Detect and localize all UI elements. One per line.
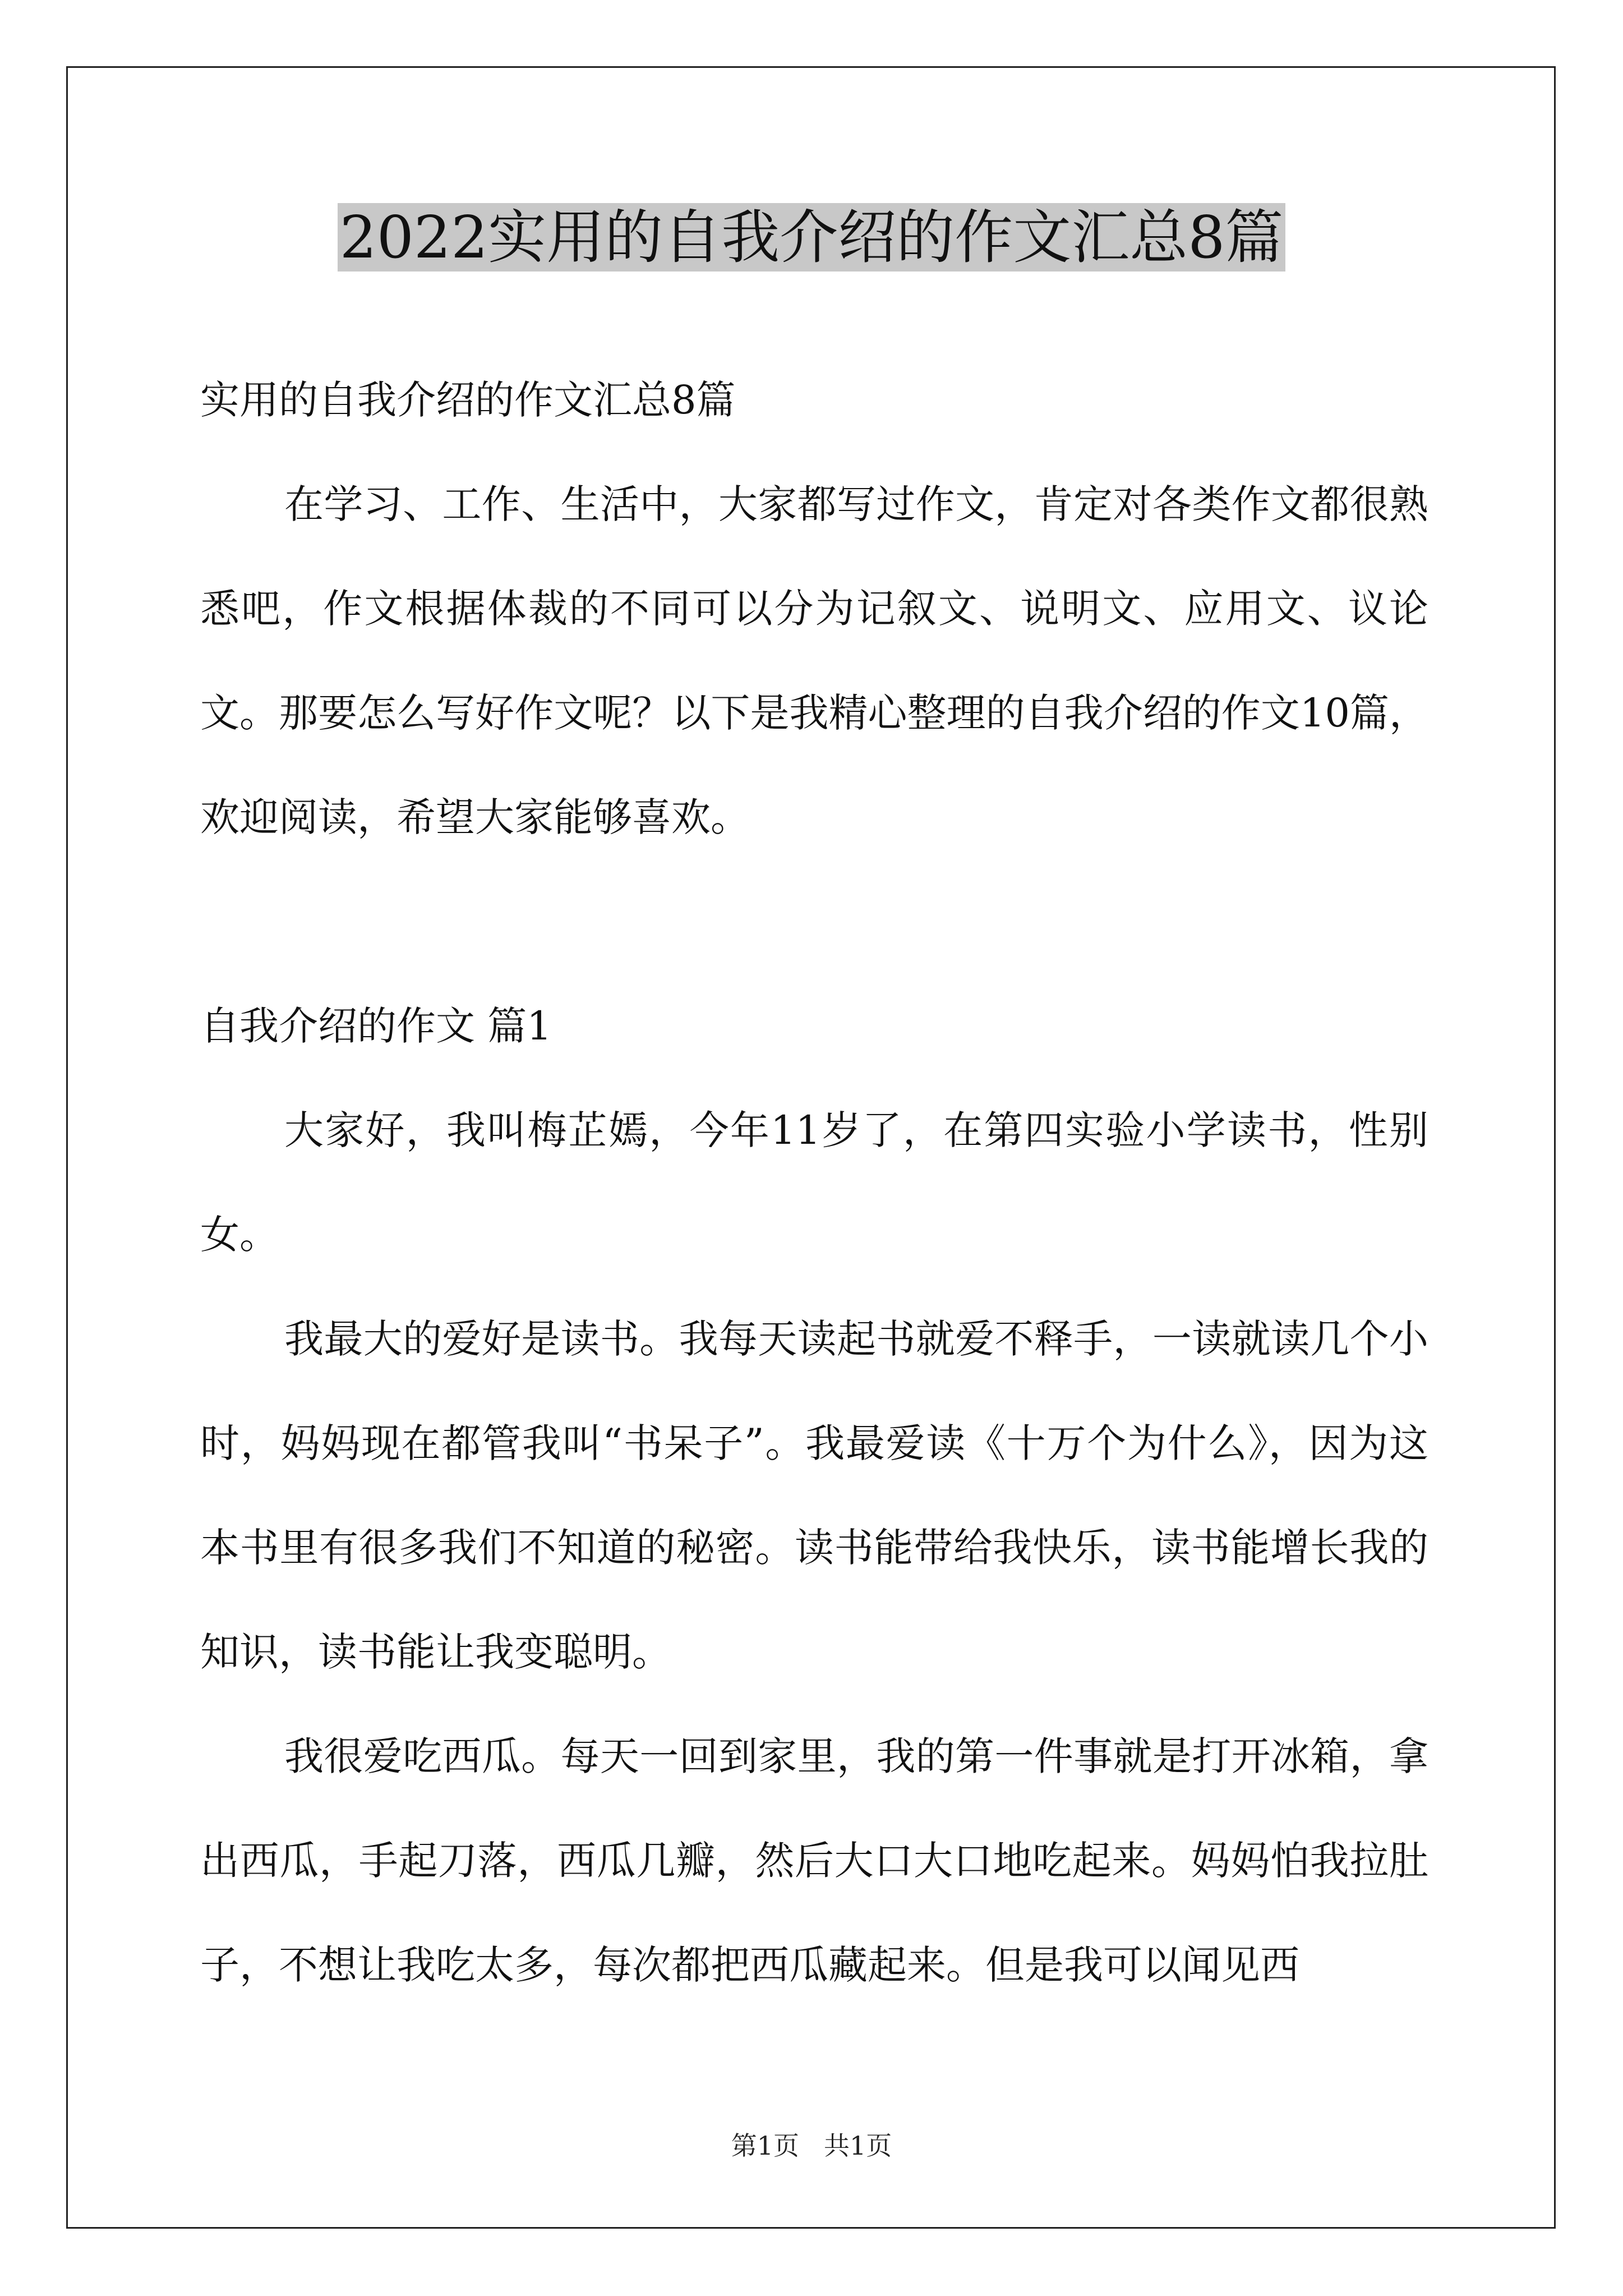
document-subtitle: 实用的自我介绍的作文汇总8篇 xyxy=(200,377,736,423)
document-title-text: 2022实用的自我介绍的作文汇总8篇 xyxy=(338,203,1286,272)
document-body xyxy=(200,348,1428,2017)
page-number: 第1页 xyxy=(731,2131,799,2161)
body-paragraph-1: 大家好，我叫梅芷嫣，今年11岁了，在第四实验小学读书，性别女。 xyxy=(200,1107,1428,1258)
body-paragraph-2: 我最大的爱好是读书。我每天读起书就爱不释手，一读就读几个小时，妈妈现在都管我叫“书呆子”。我最爱读《十万个为什么》，因为这本书里有很多我们不知道的秘密。读书能带给我快乐，读书能增长我的知识，读书能让我变聪明。 xyxy=(200,1316,1428,1675)
intro-paragraph: 在学习、工作、生活中，大家都写过作文，肯定对各类作文都很熟悉吧，作文根据体裁的不同可以分为记叙文、说明文、应用文、议论文。那要怎么写好作文呢？以下是我精心整理的自我介绍的作文10篇，欢迎阅读，希望大家能够喜欢。 xyxy=(200,481,1428,840)
document-title xyxy=(0,201,1623,274)
page-footer xyxy=(0,2129,1623,2162)
body-paragraph-3: 我很爱吃西瓜。每天一回到家里，我的第一件事就是打开冰箱，拿出西瓜，手起刀落，西瓜几瓣，然后大口大口地吃起来。妈妈怕我拉肚子，不想让我吃太多，每次都把西瓜藏起来。但是我可以闻见西 xyxy=(200,1733,1428,1988)
section-heading: 自我介绍的作文 篇1 xyxy=(200,1003,552,1049)
page-total: 共1页 xyxy=(824,2131,892,2161)
